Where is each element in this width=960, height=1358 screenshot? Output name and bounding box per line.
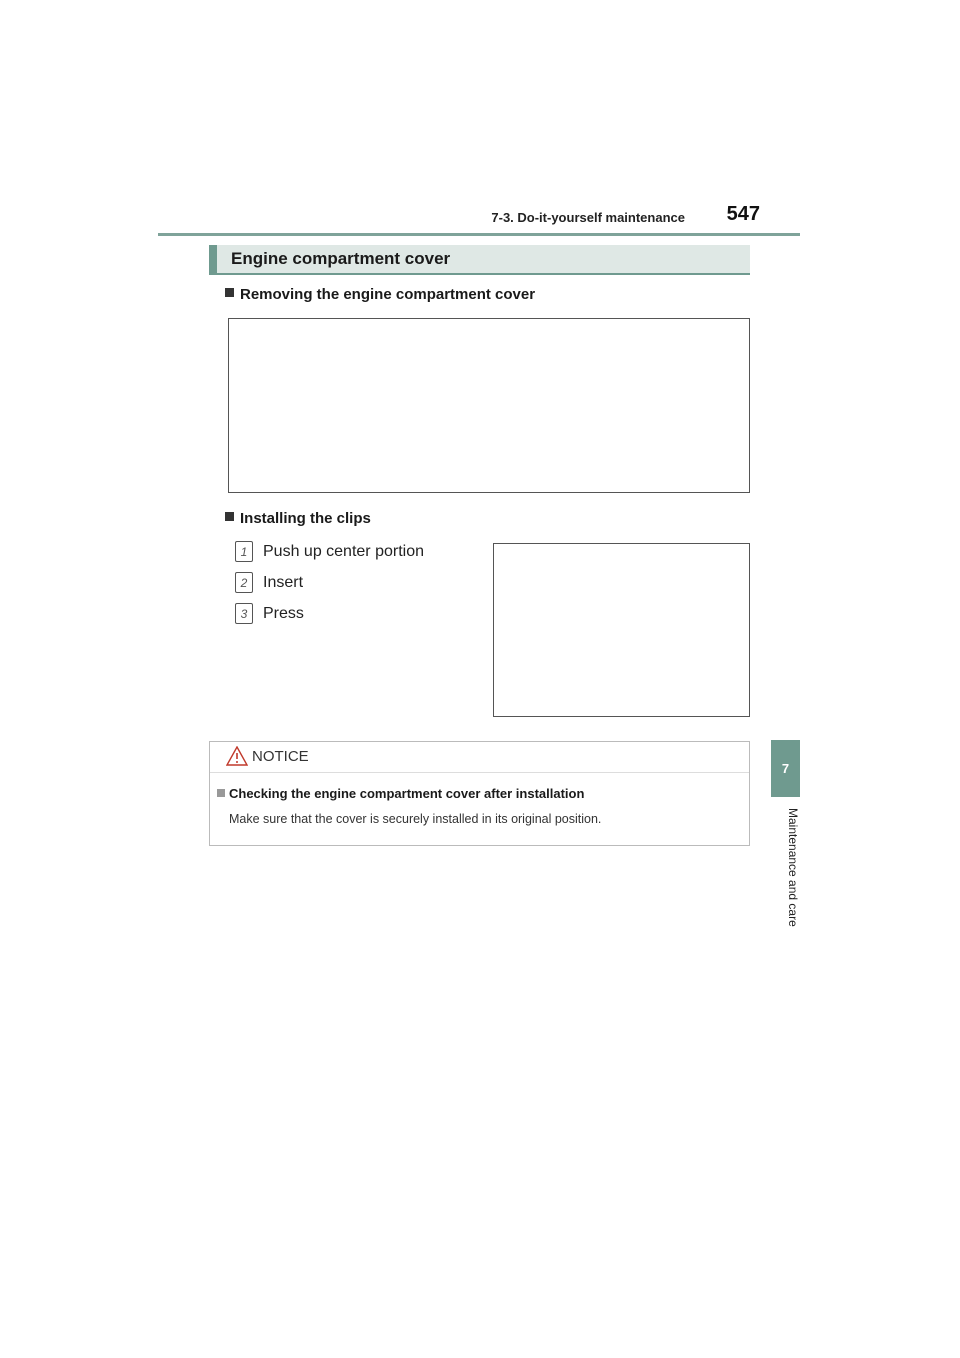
square-bullet-icon (217, 789, 225, 797)
step-item (235, 603, 304, 624)
notice-heading-text: Checking the engine compartment cover after installation (229, 786, 585, 801)
page-number: 547 (726, 203, 760, 225)
removing-illustration (228, 318, 750, 493)
notice-title: NOTICE (252, 748, 309, 765)
square-bullet-icon (225, 512, 234, 521)
section-heading (209, 245, 750, 275)
notice-header (210, 742, 749, 773)
installing-illustration (493, 543, 750, 717)
chapter-title: Maintenance and care (786, 808, 800, 927)
installing-heading-text: Installing the clips (240, 510, 371, 527)
notice-box (209, 741, 750, 846)
step-text: Insert (263, 573, 304, 591)
square-bullet-icon (225, 288, 234, 297)
section-title: Engine compartment cover (231, 249, 451, 268)
chapter-tab: 7 (771, 740, 800, 797)
step-number-icon: 3 (235, 603, 253, 624)
step-item (235, 541, 424, 562)
notice-heading (217, 786, 584, 801)
step-number-icon: 2 (235, 572, 253, 593)
step-text: Press (263, 604, 304, 622)
header-rule (158, 233, 800, 236)
step-number-icon: 1 (235, 541, 253, 562)
step-item (235, 572, 303, 593)
step-text: Push up center portion (263, 542, 424, 560)
notice-body: Make sure that the cover is securely installed in its original position. (229, 812, 602, 826)
installing-heading (225, 510, 371, 527)
warning-triangle-icon (226, 746, 248, 766)
running-header-section: 7-3. Do-it-yourself maintenance (491, 210, 685, 225)
removing-heading-text: Removing the engine compartment cover (240, 286, 536, 303)
removing-heading (225, 286, 535, 303)
